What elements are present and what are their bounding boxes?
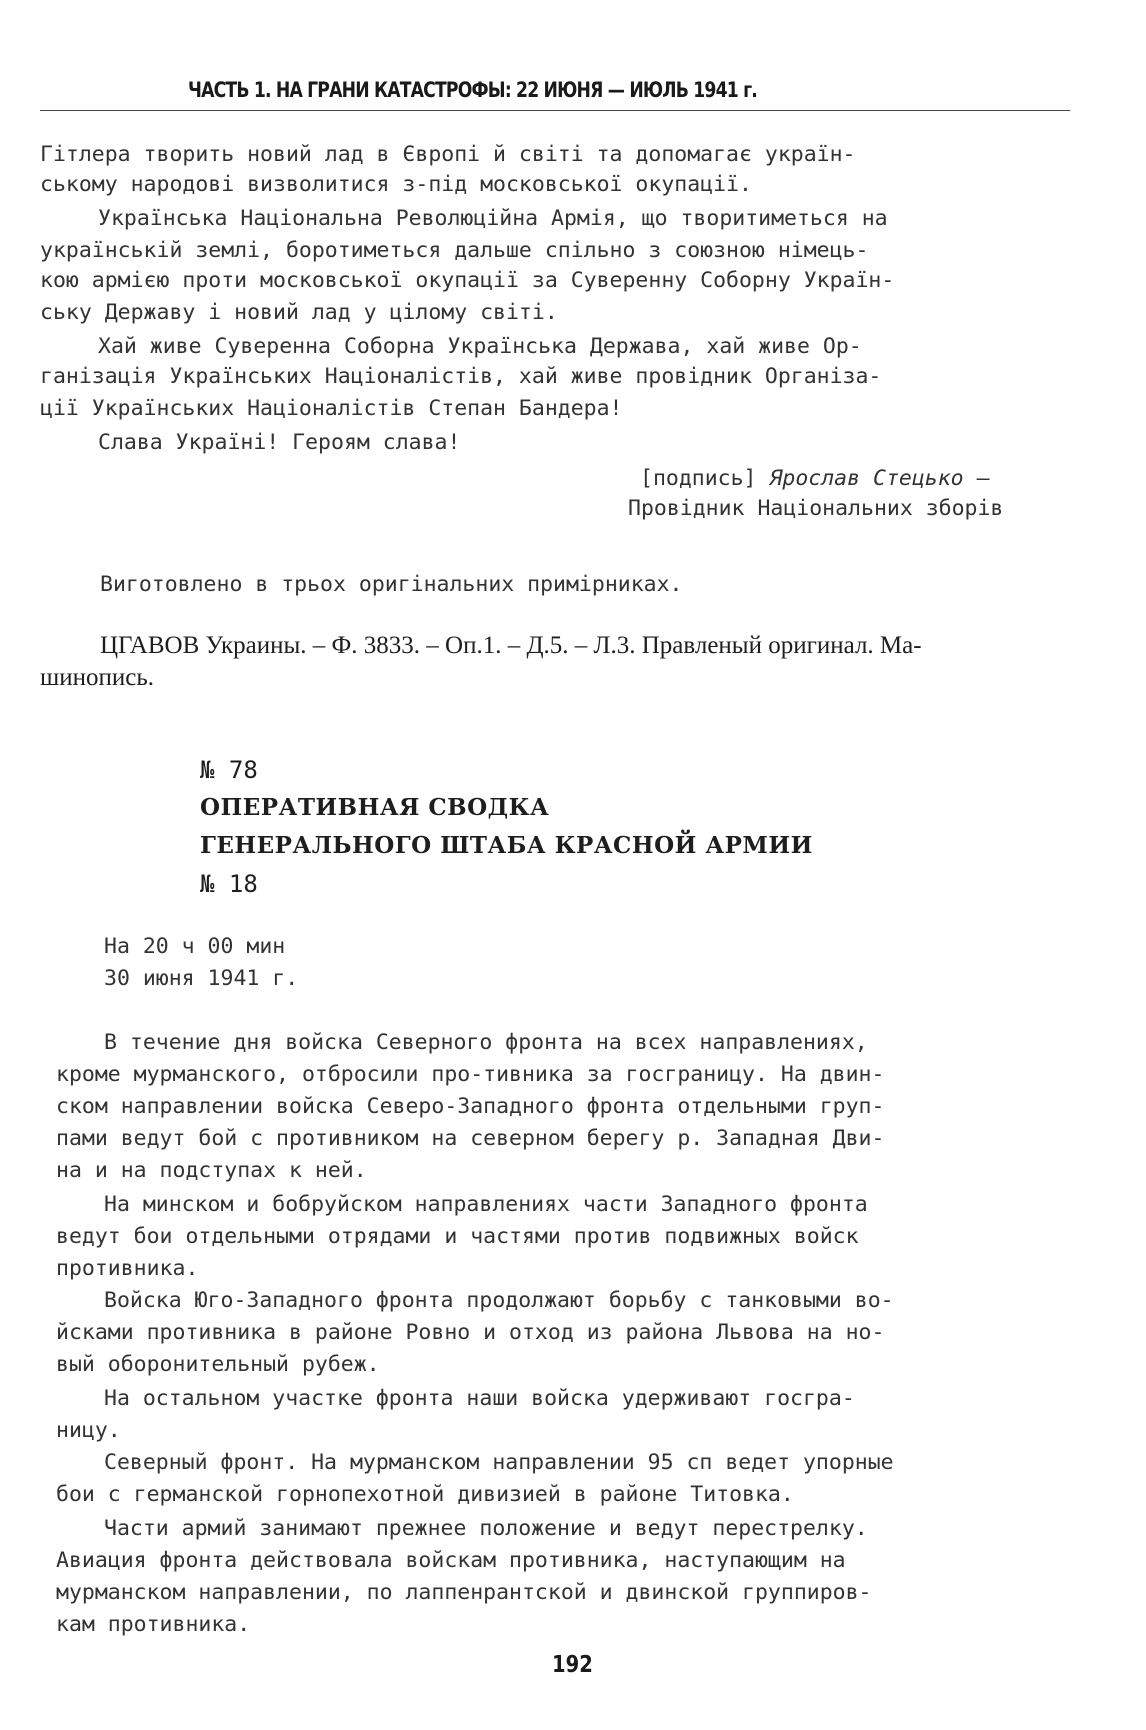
proclamation-line: Гітлера творить новий лад в Європі й світі та допомагає україн- bbox=[40, 142, 856, 167]
proclamation-line: Українська Національна Революційна Армія, що творитиметься на bbox=[98, 206, 888, 231]
report-date: 30 июня 1941 г. bbox=[104, 966, 299, 991]
signature-dash: – bbox=[976, 466, 990, 491]
proclamation-line: Хай живе Суверенна Соборна Українська Держава, хай живе Ор- bbox=[98, 334, 862, 359]
report-line: мурманском направлении, по лаппенрантской и двинской группиров- bbox=[56, 1580, 872, 1605]
report-line: кроме мурманского, отбросили про-тивника за госграницу. На двин- bbox=[56, 1062, 885, 1087]
proclamation-line: Слава Україні! Героям слава! bbox=[98, 430, 461, 455]
report-line: йсками противника в районе Ровно и отход из района Львова на но- bbox=[56, 1320, 885, 1345]
proclamation-line: українській землі, боротиметься дальше спільно з союзною німець- bbox=[40, 238, 869, 263]
report-line: пами ведут бой с противником на северном берегу р. Западная Дви- bbox=[56, 1126, 885, 1151]
report-line: Авиация фронта действовала войскам противника, наступающим на bbox=[56, 1548, 846, 1573]
report-line: На остальном участке фронта наши войска удерживают госгра- bbox=[104, 1386, 855, 1411]
proclamation-line: ганізація Українських Націоналістів, хай живе провідник Організа- bbox=[40, 364, 882, 389]
report-line: ском направлении войска Северо-Западного фронта отдельными груп- bbox=[56, 1094, 885, 1119]
report-line: противника. bbox=[56, 1256, 199, 1281]
report-line: Северный фронт. На мурманском направлении 95 сп ведет упорные bbox=[104, 1450, 894, 1475]
document-title: ОПЕРАТИВНАЯ СВОДКА bbox=[200, 794, 550, 821]
report-line: Части армий занимают прежнее положение и ведут перестрелку. bbox=[104, 1516, 868, 1541]
copies-note: Виготовлено в трьох оригінальних примірниках. bbox=[100, 572, 683, 597]
report-time: На 20 ч 00 мин bbox=[104, 934, 286, 959]
report-line: бои с германской горнопехотной дивизией в районе Титовка. bbox=[56, 1482, 794, 1507]
signature-name: Ярослав Стецько bbox=[769, 466, 964, 491]
report-line: На минском и бобруйском направлениях части Западного фронта bbox=[104, 1192, 868, 1217]
running-head: ЧАСТЬ 1. НА ГРАНИ КАТАСТРОФЫ: 22 ИЮНЯ — ИЮЛЬ 1941 г. bbox=[188, 78, 757, 102]
report-line: ведут бои отдельными отрядами и частями против подвижных войск bbox=[56, 1224, 859, 1249]
archive-reference-line: шинопись. bbox=[40, 664, 155, 691]
proclamation-line: ції Українських Націоналістів Степан Бандера! bbox=[40, 396, 623, 421]
signature-line bbox=[640, 466, 990, 491]
report-line: вый оборонительный рубеж. bbox=[56, 1352, 380, 1377]
document-title: ГЕНЕРАЛЬНОГО ШТАБА КРАСНОЙ АРМИИ bbox=[200, 832, 813, 859]
page-number: 192 bbox=[552, 1652, 593, 1678]
proclamation-line: ському народові визволитися з-під московської окупації. bbox=[40, 172, 752, 197]
running-head-rule bbox=[40, 110, 1070, 111]
signature-title: Провідник Національних зборів bbox=[628, 496, 1004, 521]
report-line: ницу. bbox=[56, 1418, 121, 1443]
signature-prefix: [подпись] bbox=[640, 466, 757, 491]
report-number: № 18 bbox=[200, 870, 258, 898]
report-line: кам противника. bbox=[56, 1612, 251, 1637]
report-line: В течение дня войска Северного фронта на всех направлениях, bbox=[104, 1030, 868, 1055]
report-line: Войска Юго-Западного фронта продолжают борьбу с танковыми во- bbox=[104, 1288, 894, 1313]
proclamation-line: кою армією проти московської окупації за Суверенну Соборну Україн- bbox=[40, 268, 895, 293]
report-line: на и на подступах к ней. bbox=[56, 1158, 367, 1183]
document-number: № 78 bbox=[200, 756, 258, 784]
proclamation-line: ську Державу і новий лад у цілому світі. bbox=[40, 300, 558, 325]
archive-reference-line: ЦГАВОВ Украины. – Ф. 3833. – Оп.1. – Д.5. – Л.3. Правленый оригинал. Ма- bbox=[100, 632, 922, 659]
